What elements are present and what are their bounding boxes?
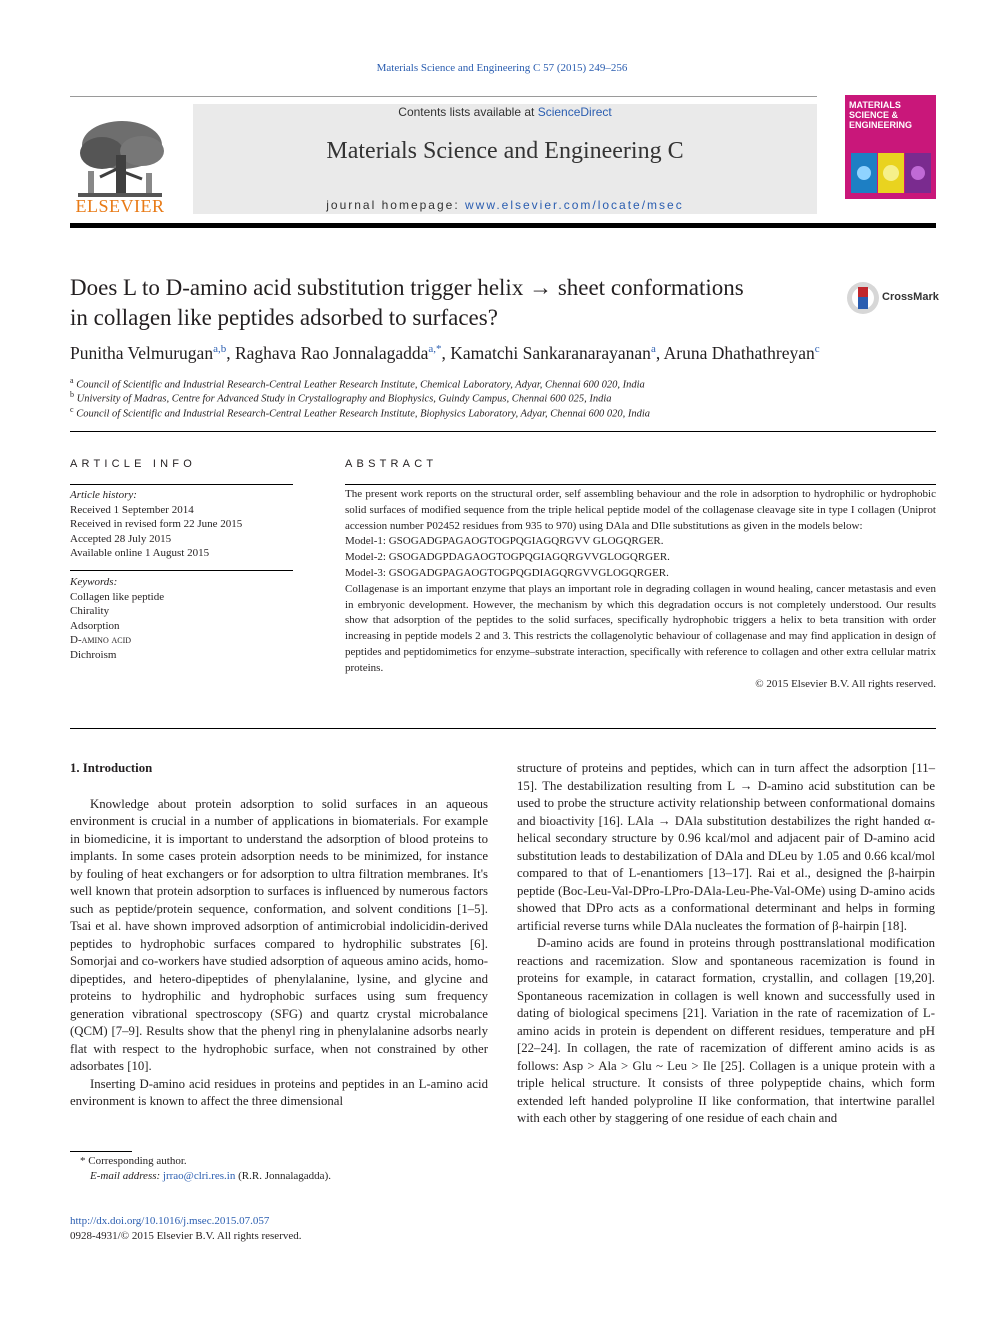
peptide-model: Model-1: GSOGADGPAGAOGTOGPQGIAGQRGVV GLOGQRGER. — [345, 535, 664, 548]
crossmark-button[interactable] — [846, 281, 939, 315]
keyword: D-amino acid — [70, 634, 132, 646]
affiliation-rule — [70, 431, 936, 432]
keyword: Dichroism — [70, 648, 117, 661]
keywords — [70, 575, 295, 662]
body-paragraph: Inserting D-amino acid residues in proteins and peptides in an L-amino acid environment is known to affect the three dimensional — [70, 1076, 488, 1108]
peptide-model: Model-3: GSOGADGPAGAOGTOGPQGDIAGQRGVVGLOGQRGER. — [345, 566, 669, 579]
left-column — [70, 760, 488, 1111]
title-line-2: in collagen like peptides adsorbed to surfaces? — [70, 305, 498, 330]
keywords-label: Keywords: — [70, 576, 118, 588]
email-note — [70, 1168, 508, 1184]
journal-homepage — [193, 198, 817, 212]
article-info-rule — [70, 484, 293, 485]
history-item: Accepted 28 July 2015 — [70, 532, 172, 545]
journal-cover[interactable] — [845, 95, 936, 213]
affiliation — [70, 390, 950, 405]
abstract-paragraph: Collagenase is an important enzyme that plays an important role in degrading collagen in wound healing, cancer metastasis and even in embryonic development. However, the mechanism by which this degradation occurs is not completely understood. Our results show that adsorption of the peptides to the solid surfaces, specifically hydrophobic triggers a helix to beta transition with order increasing in peptide models 2 and 3. This restricts the collagenolytic behaviour of collagenase and may find application in design of peptides and peptidomimetics for enzyme–substrate interaction, specifically with reference to collagen and other extra cellular matrix proteins. — [345, 582, 936, 674]
homepage-prefix: journal homepage: — [326, 198, 465, 212]
body-paragraph: Knowledge about protein adsorption to solid surfaces in an aqueous environment is crucial in a number of applications in biomaterials. For example in biomedicine, it is important to understand the adsorption of blood proteins to implants. In some cases protein adsorption needs to be minimized, for instance by fouling of heat exchangers or for adsorption to ultra filtration membranes. It's well known that protein adsorption to surfaces is influenced by numerous factors such as peptide/protein sequence, conformation, and solvent conditions [1–5]. Tsai et al. have shown improved adsorption of antimicrobial indolicidin-derived peptides to hydrophobic surfaces compared to hydrophilic substrates [6]. Somorjai and co-workers have studied adsorption of aqueous amino acids, homo-dipeptides, and hetero-dipeptides of phenylalanine, lysine, and glycine and proteins to hydrophilic and hydrophobic surfaces using sum frequency generation vibrational spectroscopy (SFG) and quartz crystal microbalance (QCM) [7–9]. Results show that the phenyl ring in phenylalanine adsorbs nearly flat with respect to the hydrophobic surface, when not constrained by other adsorbates [10]. — [70, 796, 488, 1073]
issn-copyright: 0928-4931/© 2015 Elsevier B.V. All rights reserved. — [70, 1230, 302, 1242]
keyword: Adsorption — [70, 619, 120, 632]
keywords-rule — [70, 570, 293, 571]
affiliation — [70, 376, 950, 391]
peptide-model: Model-2: GSOGADGPDAGAOGTOGPQGIAGQRGVVGLOGQRGER. — [345, 551, 670, 564]
abstract-copyright: © 2015 Elsevier B.V. All rights reserved. — [755, 677, 936, 690]
doi-link[interactable]: http://dx.doi.org/10.1016/j.msec.2015.07.057 — [70, 1215, 270, 1227]
contents-available — [193, 105, 817, 119]
contents-prefix: Contents lists available at — [398, 105, 538, 119]
corresponding-author-note: * Corresponding author. — [80, 1155, 187, 1167]
affiliation-mark: c — [70, 405, 74, 414]
journal-citation[interactable]: Materials Science and Engineering C 57 (2015) 249–256 — [376, 62, 628, 74]
cover-footer — [845, 199, 936, 213]
sciencedirect-link[interactable]: ScienceDirect — [537, 105, 612, 119]
history-item: Received in revised form 22 June 2015 — [70, 518, 243, 530]
body-paragraph: D-amino acids are found in proteins through posttranslational modification reactions and racemization. Slow and spontaneous racemization is found in proteins for example, in cataract formation, crystallin, and collagen [19,20]. Spontaneous racemization in collagen is well known and successfully used in dating of biological specimens [21]. Variation in the rate of racemization of L-amino acids in protein is dependent on different residues, temperature and pH [22–24]. In collagen, the rate of racemization of different amino acids is as follows: Asp > Ala > Glu ~ Leu > Ile [25]. Collagen is a unique protein with a triple helical structure. It consists of three polypeptide chains, which form extended left handed polyproline II like conformation, that intertwine parallel with each other by staggering of one residue of each chain and — [517, 936, 935, 1125]
email-suffix: (R.R. Jonnalagadda). — [235, 1170, 331, 1182]
author-affil-mark[interactable]: a — [650, 343, 656, 356]
footnote-rule — [70, 1151, 132, 1152]
homepage-link[interactable]: www.elsevier.com/locate/msec — [465, 198, 684, 212]
crossmark-icon — [846, 281, 880, 315]
section-heading: 1. Introduction — [70, 761, 153, 775]
author-name[interactable]: Raghava Rao Jonnalagadda — [234, 343, 429, 363]
elsevier-logo-text: ELSEVIER — [75, 196, 165, 216]
affiliation-mark: b — [70, 390, 74, 399]
cover-image-icon — [851, 153, 931, 193]
keyword: Chirality — [70, 605, 110, 617]
history-item: Received 1 September 2014 — [70, 503, 194, 516]
title-line-1: Does L to D-amino acid substitution trigger helix → sheet conformations — [70, 275, 744, 300]
author-name[interactable]: Kamatchi Sankaranarayanan — [450, 343, 651, 363]
abstract-heading: ABSTRACT — [345, 458, 438, 470]
affiliation-text: Council of Scientific and Industrial Research-Central Leather Research Institute, Biophysics Laboratory, Adyar, Chennai 600 020, India — [76, 408, 651, 420]
article-history — [70, 488, 295, 561]
affiliation — [70, 405, 950, 420]
affiliation-mark: a — [70, 376, 74, 385]
author-list: Punitha Velmurugan$^{a,b}$, Raghava Rao Jonnalagadda$^{a,*}$, Kamatchi Sankaranarayanan$^a$, Aruna Dhathathreyan$^c$ — [70, 343, 820, 363]
author-name[interactable]: Aruna Dhathathreyan — [663, 343, 815, 363]
email-link[interactable]: jrrao@clri.res.in — [162, 1170, 236, 1182]
abstract-rule — [345, 484, 936, 485]
abstract-paragraph: The present work reports on the structural order, self assembling behaviour and the role in adsorption to hydrophilic or hydrophobic solid surfaces of modified sequence from the triple helical peptide model of the collagenase cleavage site in type I collagen (Uniprot accession number P02452 residues from 935 to 970) using DAla and DIle substitutions as given in the models below: — [345, 488, 936, 532]
author-affil-mark[interactable]: a,* — [428, 343, 442, 356]
author-affil-mark[interactable]: a,b — [213, 343, 227, 356]
cover-title: MATERIALS SCIENCE & ENGINEERING — [849, 100, 913, 130]
article-info-heading: ARTICLE INFO — [70, 458, 196, 470]
affiliation-text: Council of Scientific and Industrial Research-Central Leather Research Institute, Chemical Laboratory, Adyar, Chennai 600 020, India — [76, 379, 645, 391]
journal-title: Materials Science and Engineering C — [326, 138, 684, 164]
body-paragraph: structure of proteins and peptides, which can in turn affect the adsorption [11–15]. The destabilization resulting from L → D-amino acid substitution can be used to probe the structure activity relationship between conformational domains and bioactivity [16]. LAla → DAla substitution destabilizes the right handed α-helical secondary structure by 0.96 kcal/mol and adjacent pair of D-amino acid substitution leads to destabilization of DAla and DLeu by 1.05 and 0.66 kcal/mol compared to that of L-enantiomers [13–17]. Rai et al., designed the β-hairpin peptide (Boc-Leu-Val-DPro-LPro-DAla-Leu-Phe-Val-OMe) using D-amino acids showed that DPro acts as a conformational determinant and helps in forming artificial reverse turns while DAla nucleates the formation of β-hairpin [18]. — [517, 761, 935, 933]
history-label: Article history: — [70, 489, 137, 501]
crossmark-label: CrossMark — [882, 291, 939, 303]
author-name[interactable]: Punitha Velmurugan — [70, 343, 214, 363]
abstract — [345, 487, 936, 692]
article-title — [70, 273, 830, 333]
body-rule — [70, 728, 936, 729]
doi-block — [70, 1214, 302, 1244]
email-label: E-mail address: — [90, 1170, 163, 1182]
author-affil-mark[interactable]: c — [814, 343, 820, 356]
header-top-rule — [70, 96, 817, 97]
header-thick-rule — [70, 223, 936, 228]
history-item: Available online 1 August 2015 — [70, 547, 210, 559]
keyword: Collagen like peptide — [70, 590, 165, 603]
right-column — [517, 760, 935, 1128]
affiliation-text: University of Madras, Centre for Advanced Study in Crystallography and Biophysics, Guindy Campus, Chennai 600 025, India — [76, 393, 612, 405]
